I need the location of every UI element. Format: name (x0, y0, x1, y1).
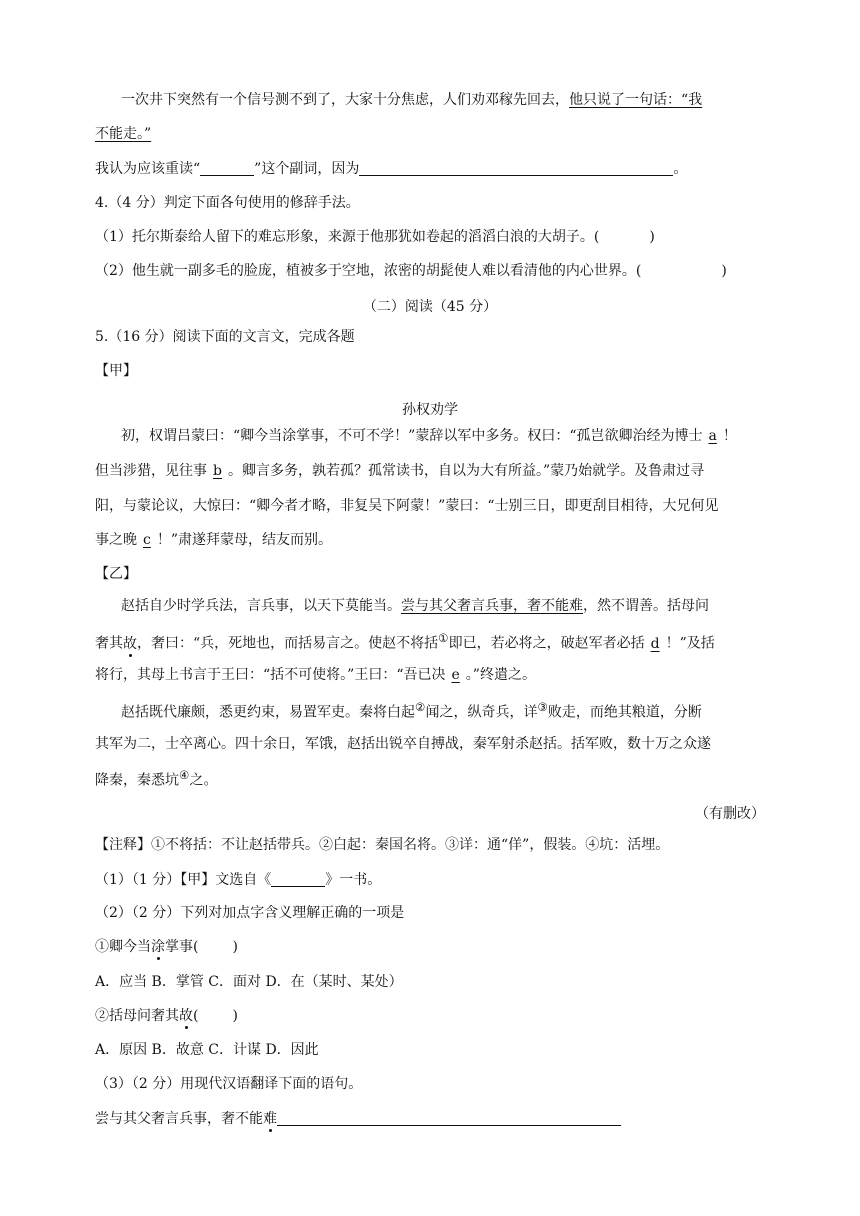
intro-prompt-reason: ”这个副词，因为 (254, 161, 360, 177)
paren: ) (232, 1008, 238, 1024)
jia-line-2 (95, 464, 704, 478)
sentence-text: 尝与其父奢言兵事，奢不能 (95, 1111, 263, 1127)
passage-text: ，奢曰：“兵，死地也，而括易言之。使赵不将括 (137, 635, 439, 652)
label-yi: 【乙】 (95, 566, 137, 582)
passage-text: 事之晚 (95, 532, 137, 548)
passage-text: 降秦，秦悉坑 (95, 772, 179, 789)
dotted-character: 故 (123, 635, 137, 652)
yi-line-1 (121, 599, 709, 613)
passage-text: 将行，其母上书言于王曰：“括不可使将。”王曰：“吾已决 (95, 667, 446, 683)
yi-line-5: 其军为二，士卒离心。四十余日，军饿，赵括出锐卒自搏战，秦军射杀赵括。括军败，数十万之众遂 (95, 736, 711, 752)
passage-text: ，然不谓善。括母问 (583, 598, 709, 614)
sub-question-2: （2）（2 分）下列对加点字含义理解正确的一项是 (95, 905, 405, 921)
period: 。 (673, 161, 688, 177)
label-jia: 【甲】 (95, 363, 137, 379)
blank-e[interactable]: e (451, 667, 460, 683)
yi-line-2 (95, 633, 715, 651)
paren: ) (721, 263, 727, 279)
intro-prompt: 我认为应该重读“ (95, 161, 201, 177)
passage-text: 即已，若必将之，破赵军者必括 (448, 635, 645, 652)
answer-blank-translation[interactable] (277, 1111, 621, 1126)
intro-line-2 (95, 127, 151, 141)
source-note: （有删改） (695, 806, 765, 822)
annotations: 【注释】①不将括：不让赵括带兵。②白起：秦国名将。③详：通“佯”，假装。④坑：活埋。 (95, 837, 670, 853)
paren: ) (232, 939, 238, 955)
passage-text: 败走，而绝其粮道，分断 (547, 704, 702, 721)
yi-line-6 (95, 770, 217, 788)
footnote-mark: ③ (537, 700, 548, 714)
underlined-quote-end: 不能走。” (95, 126, 152, 142)
passage-text: ！ (722, 428, 737, 444)
answer-blank-adverb[interactable] (200, 161, 254, 176)
yi-line-3 (95, 668, 536, 682)
passage-text: 赵括自少时学兵法，言兵事，以天下莫能当。 (121, 598, 401, 614)
footnote-mark: ④ (179, 768, 190, 782)
intro-text: 一次井下突然有一个信号测不到了，大家十分焦虑，人们劝邓稼先回去， (121, 92, 569, 108)
intro-line-1 (121, 93, 702, 107)
sub-question-3-sentence (95, 1111, 621, 1126)
intro-line-3 (95, 161, 687, 176)
passage-text: ！”及括 (665, 635, 715, 652)
paren: ) (649, 229, 655, 245)
passage-text: 奢其 (95, 635, 123, 652)
sentence-text: （1）托尔斯泰给人留下的难忘形象，来源于他那犹如卷起的滔滔白浪的大胡子。( (95, 229, 600, 245)
options-2-1: A．应当 B．掌管 C．面对 D．在（某时、某处） (95, 974, 403, 990)
jia-line-3: 阳，与蒙论议，大惊曰：“卿今者才略，非复吴下阿蒙！”蒙曰：“士别三日，即更刮目相待，大兄何见 (95, 498, 719, 514)
sentence-text: （2）他生就一副多毛的脸庞，植被多于空地，浓密的胡髭使人难以看清他的内心世界。( (95, 263, 642, 279)
footnote-mark: ① (438, 631, 449, 645)
blank-c[interactable]: c (143, 532, 151, 548)
section-heading: （二）阅读（45 分） (362, 299, 498, 315)
answer-blank-4-2[interactable] (641, 264, 721, 278)
passage-text: 初，权谓吕蒙曰：“卿今当涂掌事，不可不学！”蒙辞以军中多务。权曰：“孤岂欲卿治经为博士 (121, 428, 703, 444)
item-text: ①卿今当 (95, 939, 151, 955)
sub-question-1 (95, 872, 381, 887)
options-2-2: A．原因 B．故意 C．计谋 D．因此 (95, 1042, 319, 1058)
item-text: ②括母问奢其 (95, 1008, 179, 1024)
dotted-character: 涂 (151, 939, 165, 955)
blank-a[interactable]: a (708, 428, 717, 444)
passage-text: 赵括既代廉颇，悉更约束，易置军吏。秦将白起 (121, 704, 415, 721)
passage-text: 但当涉猎，见往事 (95, 463, 207, 479)
sub-question-3: （3）（2 分）用现代汉语翻译下面的语句。 (95, 1076, 363, 1092)
yi-line-4 (121, 702, 702, 720)
passage-text: 闻之，纵奇兵，详 (425, 704, 538, 721)
blank-b[interactable]: b (213, 463, 222, 479)
item-text: 掌事( (165, 939, 199, 955)
sub-question-text: 》一书。 (325, 872, 382, 888)
passage-text: 之。 (189, 772, 218, 789)
passage-title: 孙权劝学 (402, 402, 458, 418)
dotted-character: 故 (179, 1008, 193, 1024)
dotted-character: 难 (263, 1111, 277, 1127)
question-5-title: 5.（16 分）阅读下面的文言文，完成各题 (95, 329, 355, 345)
answer-blank-4-1[interactable] (599, 230, 649, 244)
sub-question-2-item-2 (95, 1009, 238, 1023)
underlined-sentence: 尝与其父奢言兵事，奢不能难 (401, 598, 583, 614)
passage-text: ！”肃遂拜蒙母，结友而别。 (156, 532, 333, 548)
underlined-quote: 他只说了一句话：“我 (569, 92, 703, 108)
jia-line-4 (95, 533, 332, 547)
jia-line-1 (121, 429, 737, 443)
passage-text: 。卿言多务，孰若孤？孤常读书，自以为大有所益。”蒙乃始就学。及鲁肃过寻 (227, 463, 705, 479)
sub-question-2-item-1 (95, 940, 238, 954)
blank-d[interactable]: d (650, 635, 660, 652)
answer-blank-book[interactable] (271, 872, 325, 887)
footnote-mark: ② (415, 700, 426, 714)
question-4-title: 4.（4 分）判定下面各句使用的修辞手法。 (95, 195, 360, 211)
item-text: ( (193, 1008, 199, 1024)
answer-blank-reason[interactable] (359, 161, 673, 176)
question-4-sentence-2 (95, 264, 727, 278)
sub-question-text: （1）（1 分）【甲】文选自《 (95, 872, 272, 888)
passage-text: 。”终遣之。 (465, 667, 536, 683)
question-4-sentence-1 (95, 230, 655, 244)
